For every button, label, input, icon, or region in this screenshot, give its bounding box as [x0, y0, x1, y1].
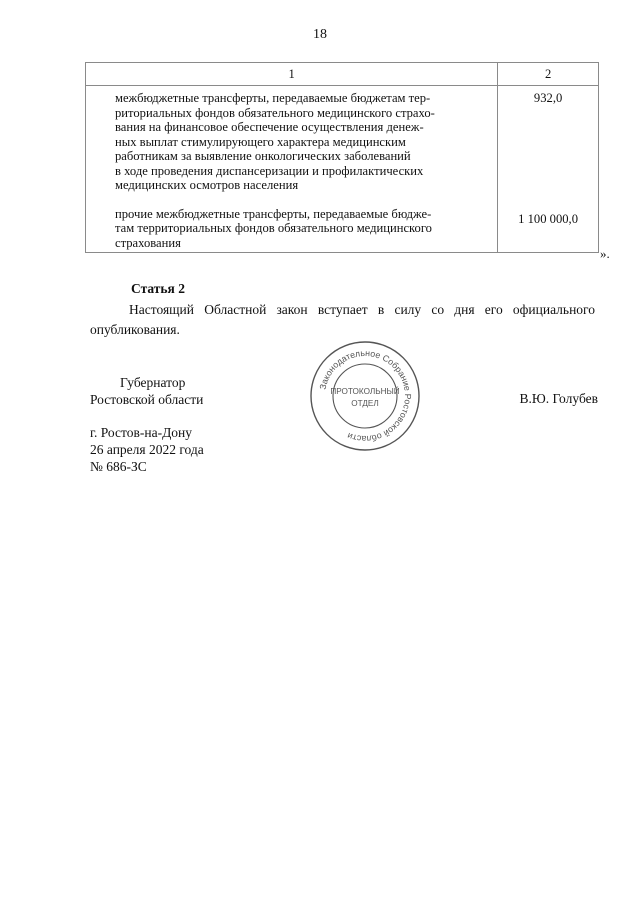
table-row	[86, 86, 599, 253]
text-line: работникам за выявление онкологических заболеваний	[115, 149, 411, 163]
law-number: № 686-ЗС	[90, 459, 147, 474]
signer-title-line-2: Ростовской области	[90, 392, 204, 407]
stamp-ring-text: Законодательное Собрание Ростовской области	[317, 347, 414, 445]
signer-name: В.Ю. Голубев	[519, 391, 598, 406]
law-date: 26 апреля 2022 года	[90, 442, 204, 457]
stamp-inner-line-2: ОТДЕЛ	[351, 399, 379, 408]
table-header-row	[86, 63, 599, 86]
article-body: Настоящий Областной закон вступает в силу со дня его официального опубликования.	[90, 302, 595, 337]
row-description-2	[115, 207, 489, 251]
text-line: вания на финансовое обеспечение осуществления денеж-	[115, 120, 424, 134]
closing-quote: ».	[600, 246, 610, 261]
article-heading: Статья 2	[131, 281, 185, 296]
signer-title	[90, 374, 203, 408]
stamp-outer-ring	[311, 342, 419, 450]
row-description-1	[115, 91, 489, 193]
text-line: в ходе проведения диспансеризации и профилактических	[115, 163, 424, 178]
official-stamp	[309, 340, 421, 452]
table-cell-amount	[498, 86, 599, 253]
place-date-block	[90, 424, 204, 475]
stamp-inner-ring	[333, 364, 397, 428]
budget-table	[85, 62, 599, 253]
column-header-1: 1	[86, 63, 498, 86]
text-line: ных выплат стимулирующего характера медицинским	[115, 134, 406, 149]
stamp-inner-line-1: ПРОТОКОЛЬНЫЙ	[330, 387, 400, 396]
text-line: там территориальных фондов обязательного медицинского	[115, 221, 432, 235]
column-header-2: 2	[498, 63, 599, 86]
city: г. Ростов-на-Дону	[90, 425, 193, 440]
text-line: страхования	[115, 235, 181, 250]
page-number: 18	[313, 27, 327, 42]
amount-value-2: 1 100 000,0	[518, 211, 578, 226]
text-line: прочие межбюджетные трансферты, передаваемые бюдже-	[115, 206, 432, 221]
text-line: риториальных фондов обязательного медицинского страхо-	[115, 105, 435, 120]
text-line: межбюджетные трансферты, передаваемые бюджетам тер-	[115, 91, 431, 105]
text-line: медицинских осмотров населения	[115, 178, 299, 192]
table-cell-description	[86, 86, 498, 253]
signer-title-line-1: Губернатор	[120, 375, 186, 390]
amount-value-1: 932,0	[533, 91, 563, 105]
